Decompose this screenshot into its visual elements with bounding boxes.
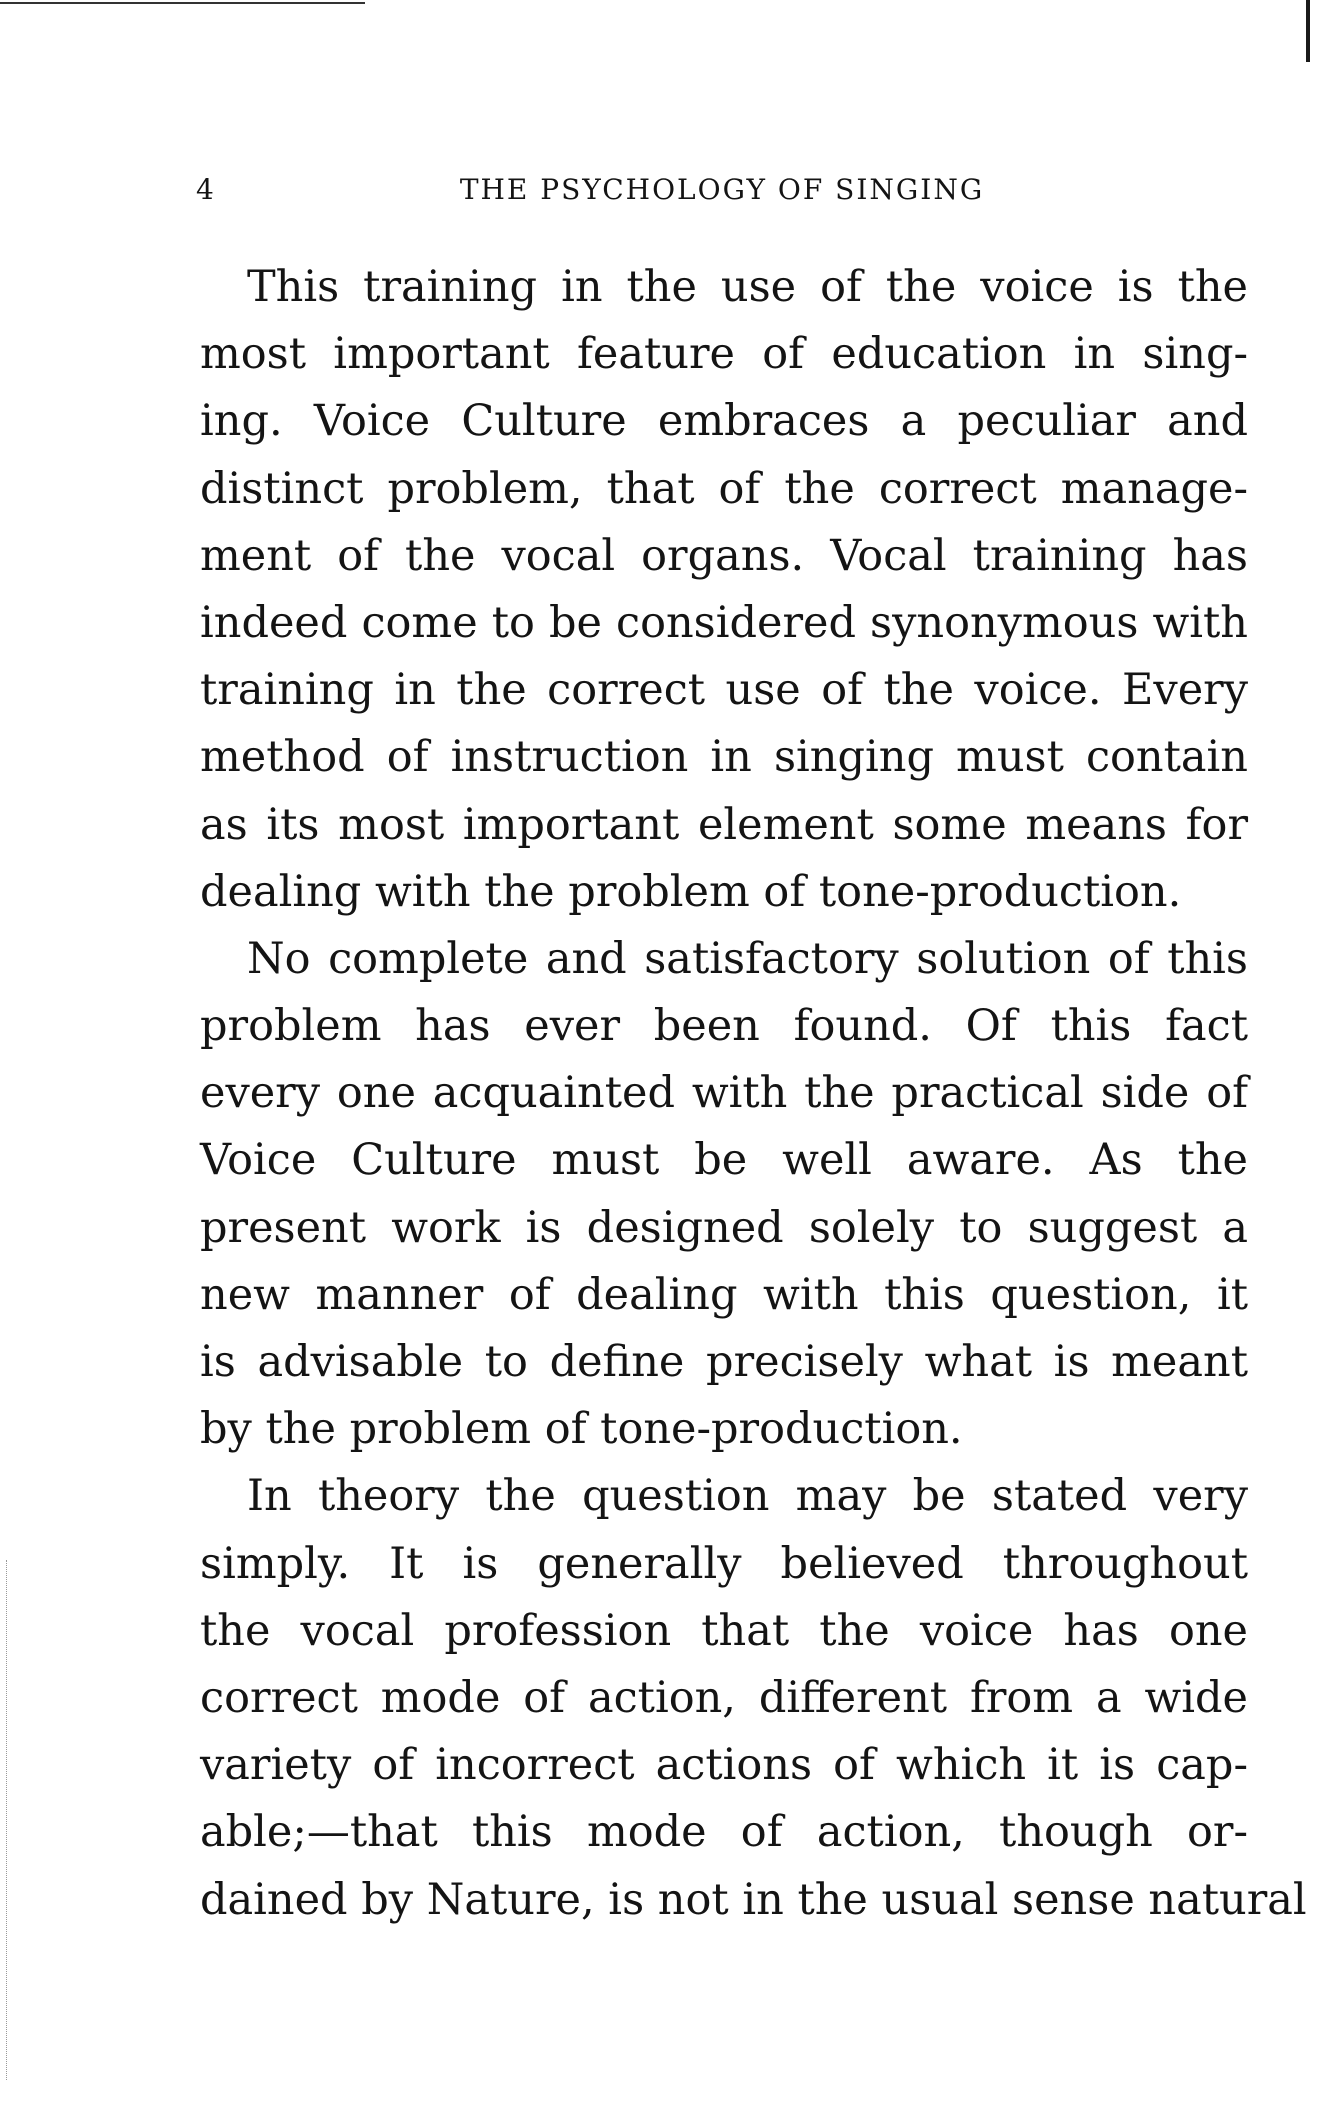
- text-line: as its most important element some means for: [200, 799, 1248, 850]
- text-line: ing. Voice Culture embraces a peculiar and: [200, 396, 1248, 447]
- text-line: correct mode of action, different from a wide: [200, 1672, 1248, 1723]
- paragraph: [200, 1463, 1307, 1933]
- page-header: [196, 173, 1248, 213]
- paragraph: [200, 254, 1248, 926]
- text-line: ment of the vocal organs. Vocal training has: [200, 530, 1248, 581]
- text-line: present work is designed solely to suggest a: [200, 1202, 1248, 1253]
- paragraph: [200, 926, 1248, 1464]
- text-line: This training in the use of the voice is the: [247, 262, 1248, 312]
- text-line: No complete and satisfactory solution of this: [247, 933, 1248, 984]
- text-line: In theory the question may be stated very: [247, 1471, 1248, 1522]
- body-text: [200, 254, 1307, 1934]
- text-line: Voice Culture must be well aware. As the: [200, 1135, 1248, 1186]
- text-line: dained by Nature, is not in the usual sense natural: [200, 1874, 1307, 1925]
- text-line: dealing with the problem of tone-production.: [200, 866, 1182, 917]
- text-line: most important feature of education in sing-: [200, 329, 1248, 380]
- text-line: by the problem of tone-production.: [200, 1404, 963, 1455]
- text-line: simply. It is generally believed throughout: [200, 1538, 1248, 1589]
- text-line: able;—that this mode of action, though or-: [200, 1807, 1248, 1858]
- text-line: method of instruction in singing must contain: [200, 732, 1248, 783]
- text-line: new manner of dealing with this question, it: [200, 1269, 1248, 1320]
- page-edge-mark: [1306, 0, 1310, 62]
- page-number: 4: [196, 173, 215, 206]
- text-line: problem has ever been found. Of this fact: [200, 1001, 1248, 1052]
- running-head: THE PSYCHOLOGY OF SINGING: [459, 173, 985, 206]
- text-line: every one acquainted with the practical side of: [200, 1068, 1248, 1119]
- text-line: training in the correct use of the voice. Every: [200, 665, 1248, 716]
- text-line: distinct problem, that of the correct manage-: [200, 463, 1248, 514]
- gutter-scan-marks: [6, 1560, 9, 2080]
- text-line: indeed come to be considered synonymous with: [200, 597, 1248, 648]
- top-rule: [0, 2, 365, 4]
- text-line: the vocal profession that the voice has one: [200, 1605, 1248, 1656]
- text-line: is advisable to define precisely what is meant: [200, 1337, 1248, 1387]
- text-line: variety of incorrect actions of which it is cap-: [200, 1740, 1248, 1791]
